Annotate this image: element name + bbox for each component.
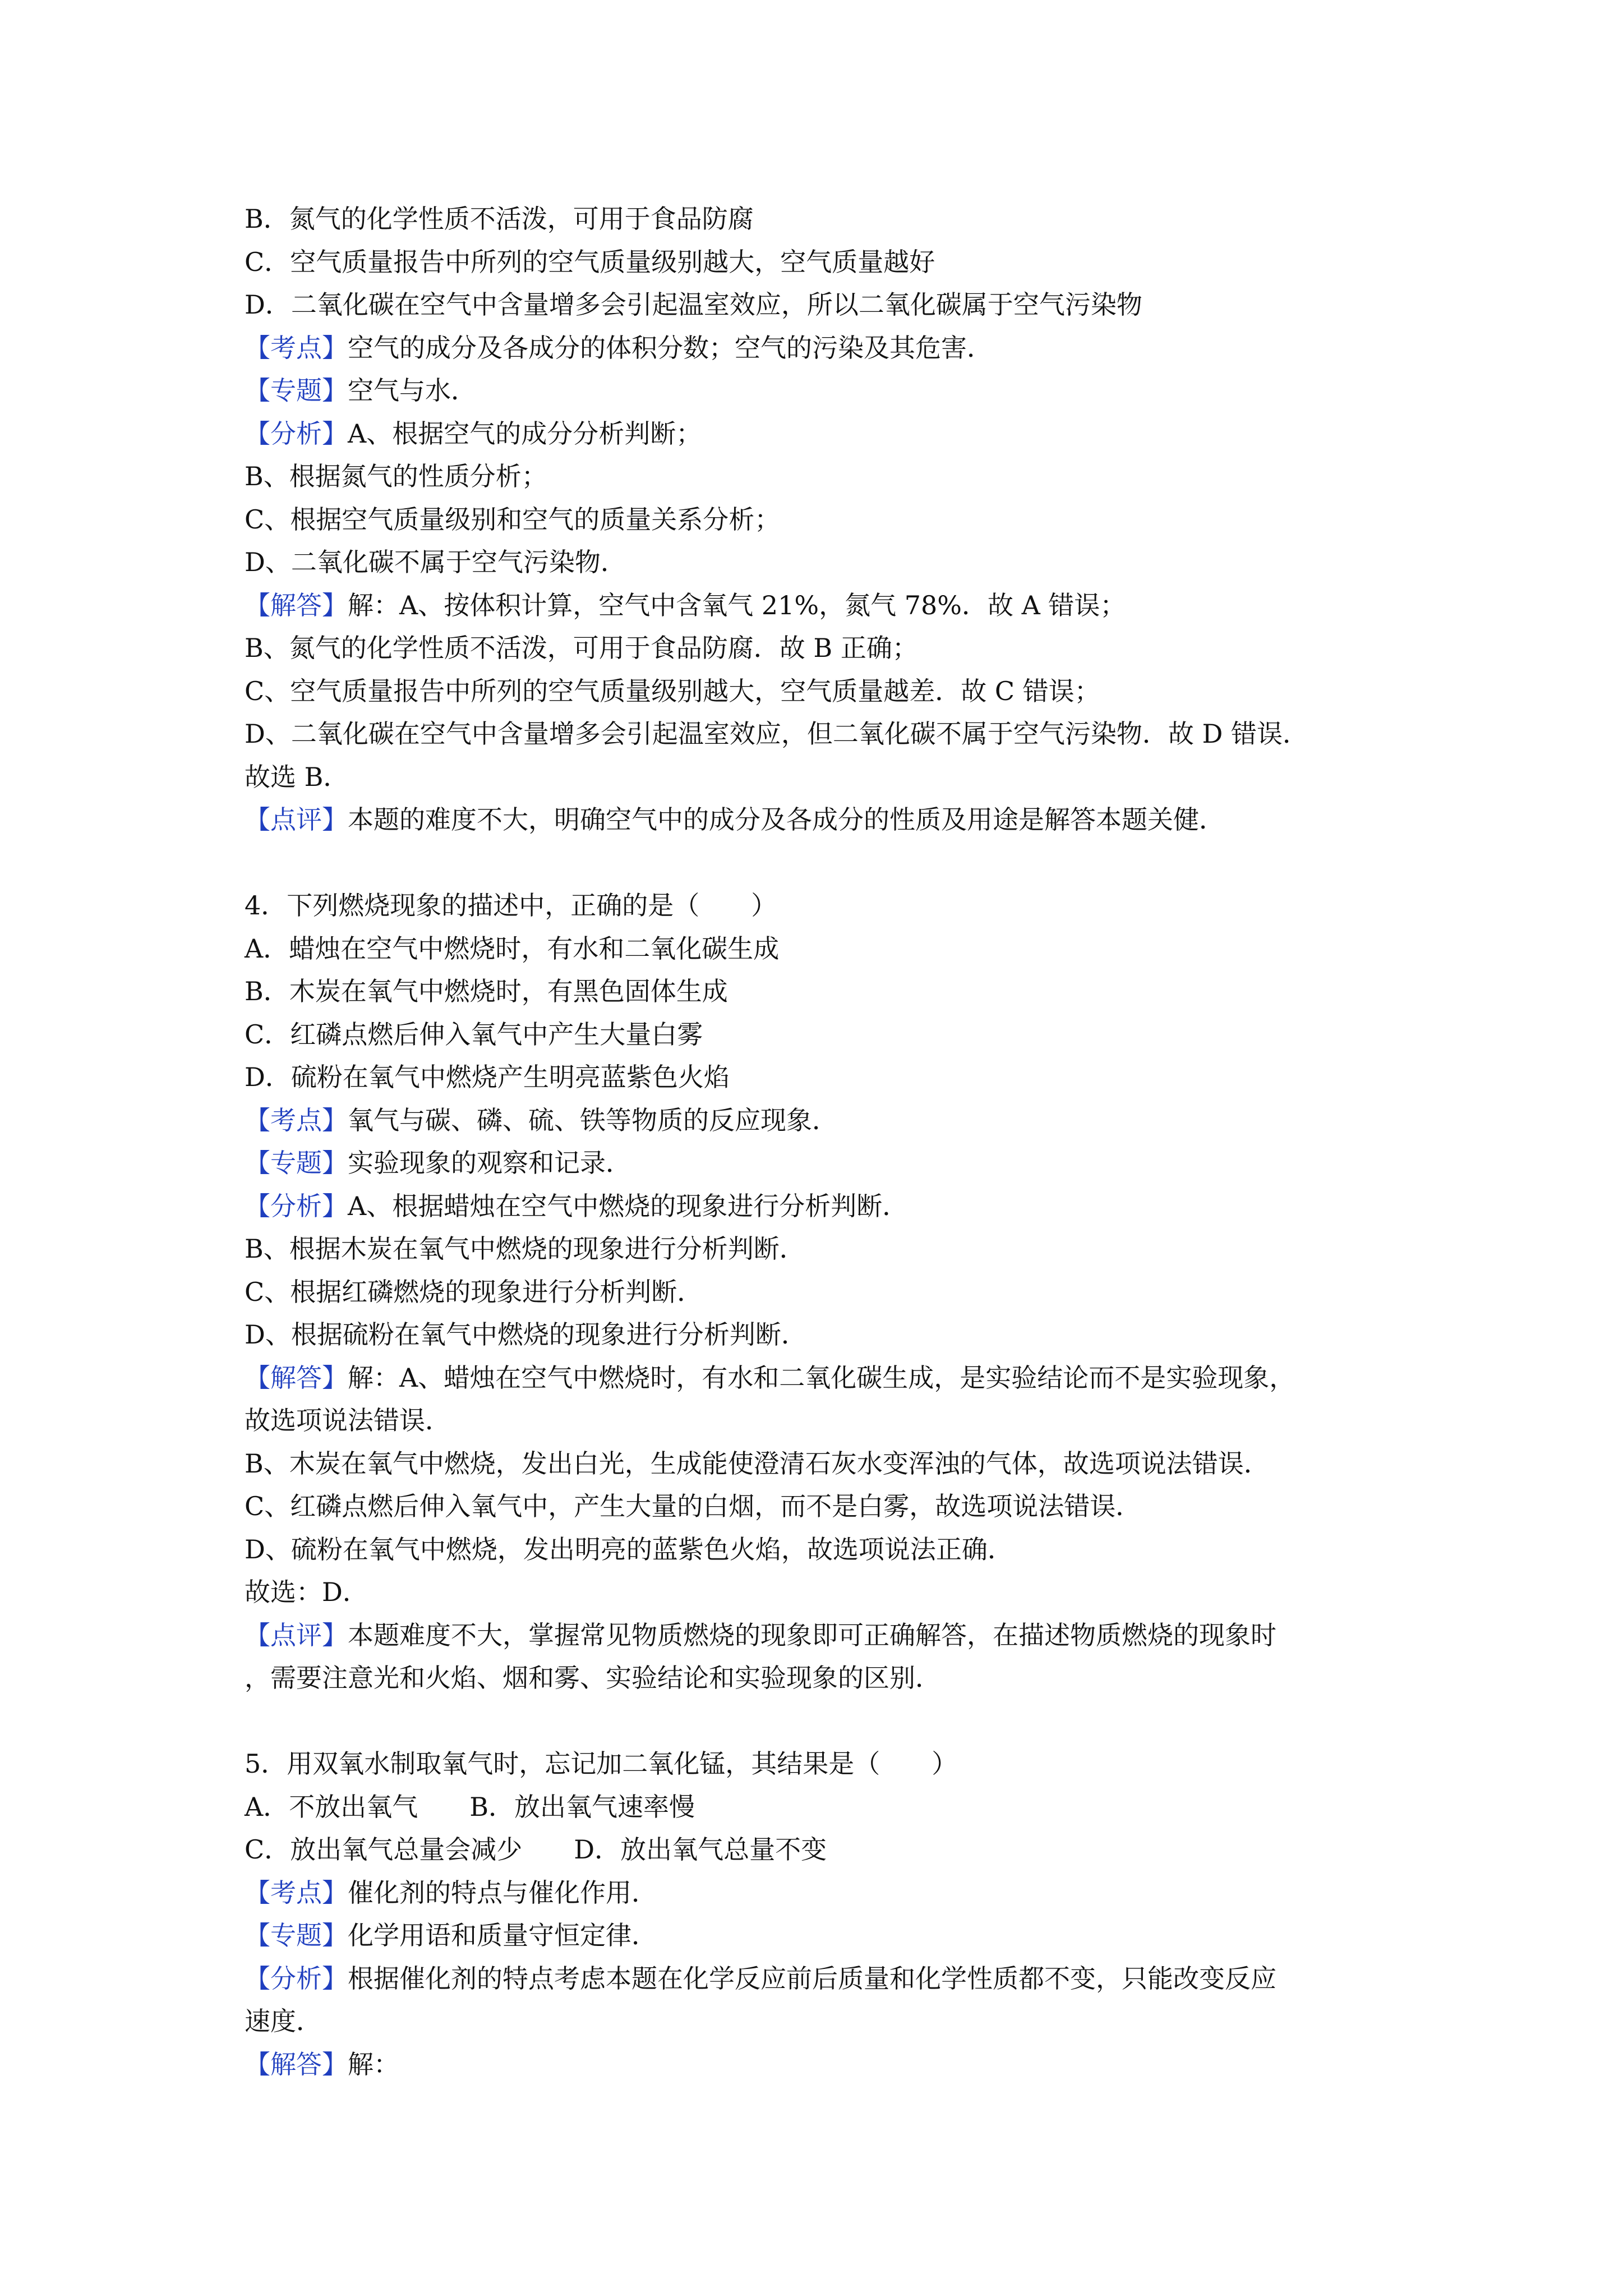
jieda-line: C、红磷点燃后伸入氧气中，产生大量的白烟，而不是白雾，故选项说法错误． <box>245 1491 1142 1521</box>
option-b: B．氮气的化学性质不活泼，可用于食品防腐 <box>245 204 754 234</box>
jieda-text: 解： <box>348 2049 399 2079</box>
zhuanti-text: 空气与水． <box>348 375 477 406</box>
jieda-line: 故选 B． <box>245 761 349 792</box>
fenxi-line: B、根据木炭在氧气中燃烧的现象进行分析判断． <box>245 1234 805 1264</box>
dianping-tag: 【点评】 <box>245 804 348 835</box>
kaodian-tag: 【考点】 <box>245 332 348 363</box>
jieda-text: 解：A、蜡烛在空气中燃烧时，有水和二氧化碳生成，是实验结论而不是实验现象， <box>348 1362 1295 1393</box>
option-d: D．二氧化碳在空气中含量增多会引起温室效应，所以二氧化碳属于空气污染物 <box>245 289 1142 320</box>
jieda-line: C、空气质量报告中所列的空气质量级别越大，空气质量越差．故 C 错误； <box>245 675 1100 706</box>
fenxi-tag: 【分析】 <box>245 418 348 449</box>
jieda-tag: 【解答】 <box>245 2049 348 2079</box>
kaodian-line <box>245 326 1411 370</box>
jieda-tag: 【解答】 <box>245 590 348 620</box>
fenxi-tag: 【分析】 <box>245 1190 348 1221</box>
kaodian-text: 空气的成分及各成分的体积分数；空气的污染及其危害． <box>348 332 993 363</box>
dianping-text: 本题难度不大，掌握常见物质燃烧的现象即可正确解答，在描述物质燃烧的现象时 <box>348 1619 1276 1650</box>
dianping-line <box>245 798 1411 841</box>
dianping-line <box>245 1614 1411 1657</box>
option-row-cd: C．放出氧气总量会减少 D．放出氧气总量不变 <box>245 1834 827 1865</box>
document-body <box>245 197 1411 2086</box>
option-b: B．木炭在氧气中燃烧时，有黑色固体生成 <box>245 976 728 1006</box>
jieda-line: 故选：D． <box>245 1577 368 1607</box>
spacer <box>245 1700 1411 1743</box>
zhuanti-tag: 【专题】 <box>245 375 348 406</box>
jieda-line <box>245 2043 1411 2086</box>
zhuanti-line <box>245 369 1411 412</box>
dianping-text: 本题的难度不大，明确空气中的成分及各成分的性质及用途是解答本题关健． <box>348 804 1225 835</box>
fenxi-text: A、根据空气的成分分析判断； <box>348 418 702 449</box>
spacer <box>245 841 1411 885</box>
zhuanti-line <box>245 1914 1411 1957</box>
kaodian-tag: 【考点】 <box>245 1877 348 1908</box>
fenxi-line <box>245 1957 1411 2000</box>
zhuanti-tag: 【专题】 <box>245 1148 348 1178</box>
jieda-line <box>245 584 1411 627</box>
jieda-text: 解：A、按体积计算，空气中含氧气 21%，氮气 78%．故 A 错误； <box>348 590 1126 620</box>
jieda-line <box>245 1356 1411 1400</box>
fenxi-text: 根据催化剂的特点考虑本题在化学反应前后质量和化学性质都不变，只能改变反应 <box>348 1963 1276 1994</box>
zhuanti-tag: 【专题】 <box>245 1920 348 1950</box>
fenxi-text: A、根据蜡烛在空气中燃烧的现象进行分析判断． <box>348 1190 909 1221</box>
dianping-tag: 【点评】 <box>245 1619 348 1650</box>
question-5-stem: 5．用双氧水制取氧气时，忘记加二氧化锰，其结果是（ ） <box>245 1749 958 1779</box>
jieda-tag: 【解答】 <box>245 1362 348 1393</box>
kaodian-text: 催化剂的特点与催化作用． <box>348 1877 657 1908</box>
jieda-line: B、氮气的化学性质不活泼，可用于食品防腐．故 B 正确； <box>245 633 918 663</box>
zhuanti-line <box>245 1142 1411 1185</box>
question-4-stem: 4．下列燃烧现象的描述中，正确的是（ ） <box>245 890 777 921</box>
fenxi-line: C、根据红磷燃烧的现象进行分析判断． <box>245 1276 703 1307</box>
zhuanti-text: 化学用语和质量守恒定律． <box>348 1920 657 1950</box>
option-c: C．空气质量报告中所列的空气质量级别越大，空气质量越好 <box>245 246 935 277</box>
fenxi-line <box>245 412 1411 455</box>
fenxi-line: C、根据空气质量级别和空气的质量关系分析； <box>245 504 781 535</box>
fenxi-line: D、二氧化碳不属于空气污染物． <box>245 547 626 577</box>
jieda-line: D、硫粉在氧气中燃烧，发出明亮的蓝紫色火焰，故选项说法正确． <box>245 1534 1013 1565</box>
fenxi-line <box>245 1185 1411 1228</box>
option-a: A．蜡烛在空气中燃烧时，有水和二氧化碳生成 <box>245 933 780 964</box>
fenxi-line: D、根据硫粉在氧气中燃烧的现象进行分析判断． <box>245 1319 807 1350</box>
kaodian-line <box>245 1871 1411 1915</box>
fenxi-tag: 【分析】 <box>245 1963 348 1994</box>
option-d: D．硫粉在氧气中燃烧产生明亮蓝紫色火焰 <box>245 1062 730 1092</box>
option-c: C．红磷点燃后伸入氧气中产生大量白雾 <box>245 1019 703 1050</box>
kaodian-text: 氧气与碳、磷、硫、铁等物质的反应现象． <box>348 1105 838 1135</box>
kaodian-tag: 【考点】 <box>245 1105 348 1135</box>
option-row-ab: A．不放出氧气 B．放出氧气速率慢 <box>245 1791 695 1822</box>
fenxi-line: B、根据氮气的性质分析； <box>245 461 547 491</box>
fenxi-line: 速度． <box>245 2006 322 2036</box>
jieda-line: D、二氧化碳在空气中含量增多会引起温室效应，但二氧化碳不属于空气污染物．故 D 错误． <box>245 719 1309 749</box>
jieda-line: 故选项说法错误． <box>245 1405 451 1435</box>
dianping-line: ，需要注意光和火焰、烟和雾、实验结论和实验现象的区别． <box>245 1663 941 1693</box>
kaodian-line <box>245 1099 1411 1142</box>
zhuanti-text: 实验现象的观察和记录． <box>348 1148 631 1178</box>
jieda-line: B、木炭在氧气中燃烧，发出白光，生成能使澄清石灰水变浑浊的气体，故选项说法错误． <box>245 1448 1270 1479</box>
